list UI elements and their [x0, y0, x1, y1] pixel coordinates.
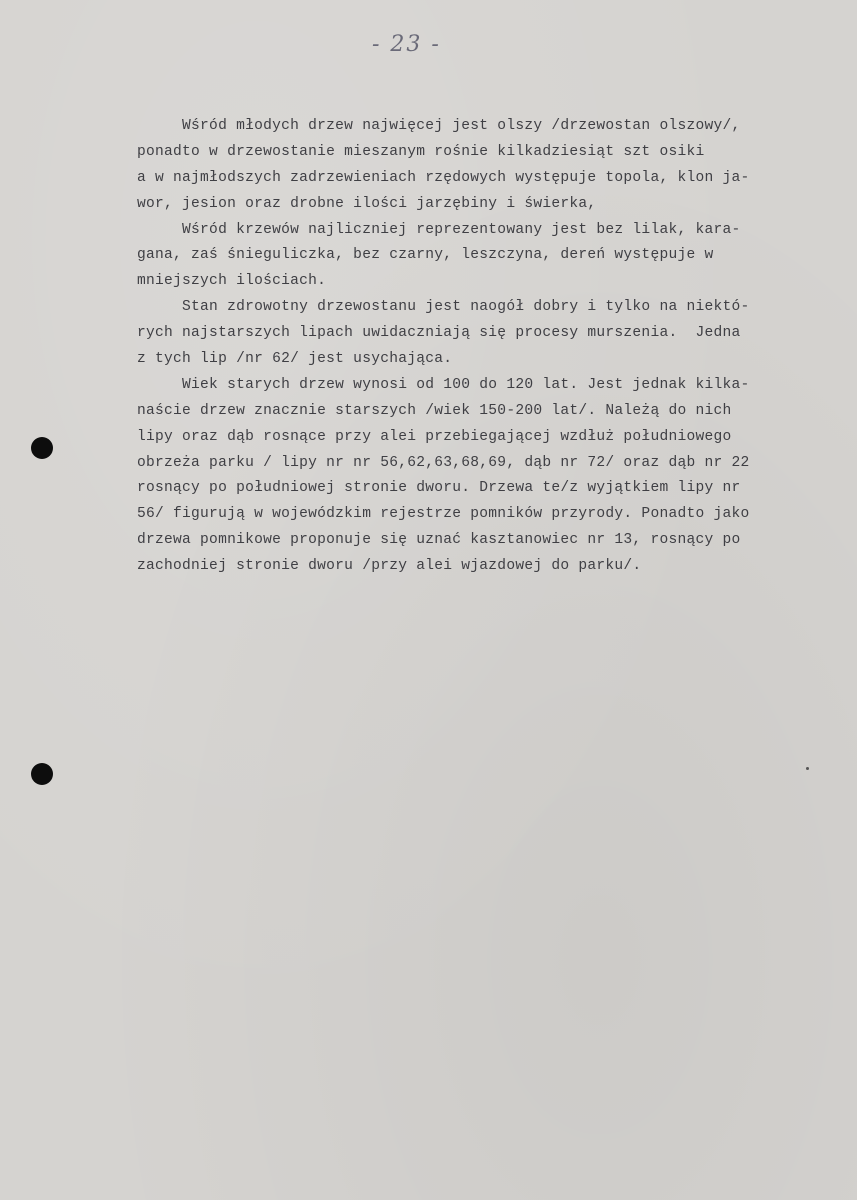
text-line: Wiek starych drzew wynosi od 100 do 120 lat. Jest jednak kilka- — [137, 376, 750, 393]
typewritten-body — [137, 114, 837, 580]
punch-hole-top — [31, 437, 53, 459]
text-line: Wśród młodych drzew najwięcej jest olszy /drzewostan olszowy/, — [137, 118, 741, 134]
paper-speck — [806, 767, 809, 770]
text-line: Stan zdrowotny drzewostanu jest naogół dobry i tylko na niektó- — [137, 299, 750, 316]
text-line: obrzeża parku / lipy nr nr 56,62,63,68,69, dąb nr 72/ oraz dąb nr 22 — [137, 454, 750, 471]
text-line: a w najmłodszych zadrzewieniach rzędowych występuje topola, klon ja- — [137, 169, 750, 186]
text-line: wor, jesion oraz drobne ilości jarzębiny i świerka, — [137, 195, 597, 212]
text-line: lipy oraz dąb rosnące przy alei przebiegającej wzdłuż południowego — [137, 428, 732, 445]
page-number: - 23 - — [372, 32, 441, 57]
text-line: drzewa pomnikowe proponuje się uznać kasztanowiec nr 13, rosnący po — [137, 532, 741, 549]
text-line: Wśród krzewów najliczniej reprezentowany jest bez lilak, kara- — [137, 221, 741, 238]
text-line: zachodniej stronie dworu /przy alei wjazdowej do parku/. — [137, 558, 642, 575]
text-line: rosnący po południowej stronie dworu. Drzewa te/z wyjątkiem lipy nr — [137, 480, 741, 497]
text-line: rych najstarszych lipach uwidaczniają się procesy murszenia. Jedna — [137, 325, 741, 342]
punch-hole-bottom — [31, 763, 53, 785]
text-line: mniejszych ilościach. — [137, 273, 327, 290]
text-line: ponadto w drzewostanie mieszanym rośnie kilkadziesiąt szt osiki — [137, 143, 705, 160]
text-line: gana, zaś śnieguliczka, bez czarny, leszczyna, dereń występuje w — [137, 247, 714, 264]
text-line: 56/ figurują w wojewódzkim rejestrze pomników przyrody. Ponadto jako — [137, 506, 750, 523]
text-line: naście drzew znacznie starszych /wiek 150-200 lat/. Należą do nich — [137, 402, 732, 419]
text-line: z tych lip /nr 62/ jest usychająca. — [137, 351, 453, 368]
